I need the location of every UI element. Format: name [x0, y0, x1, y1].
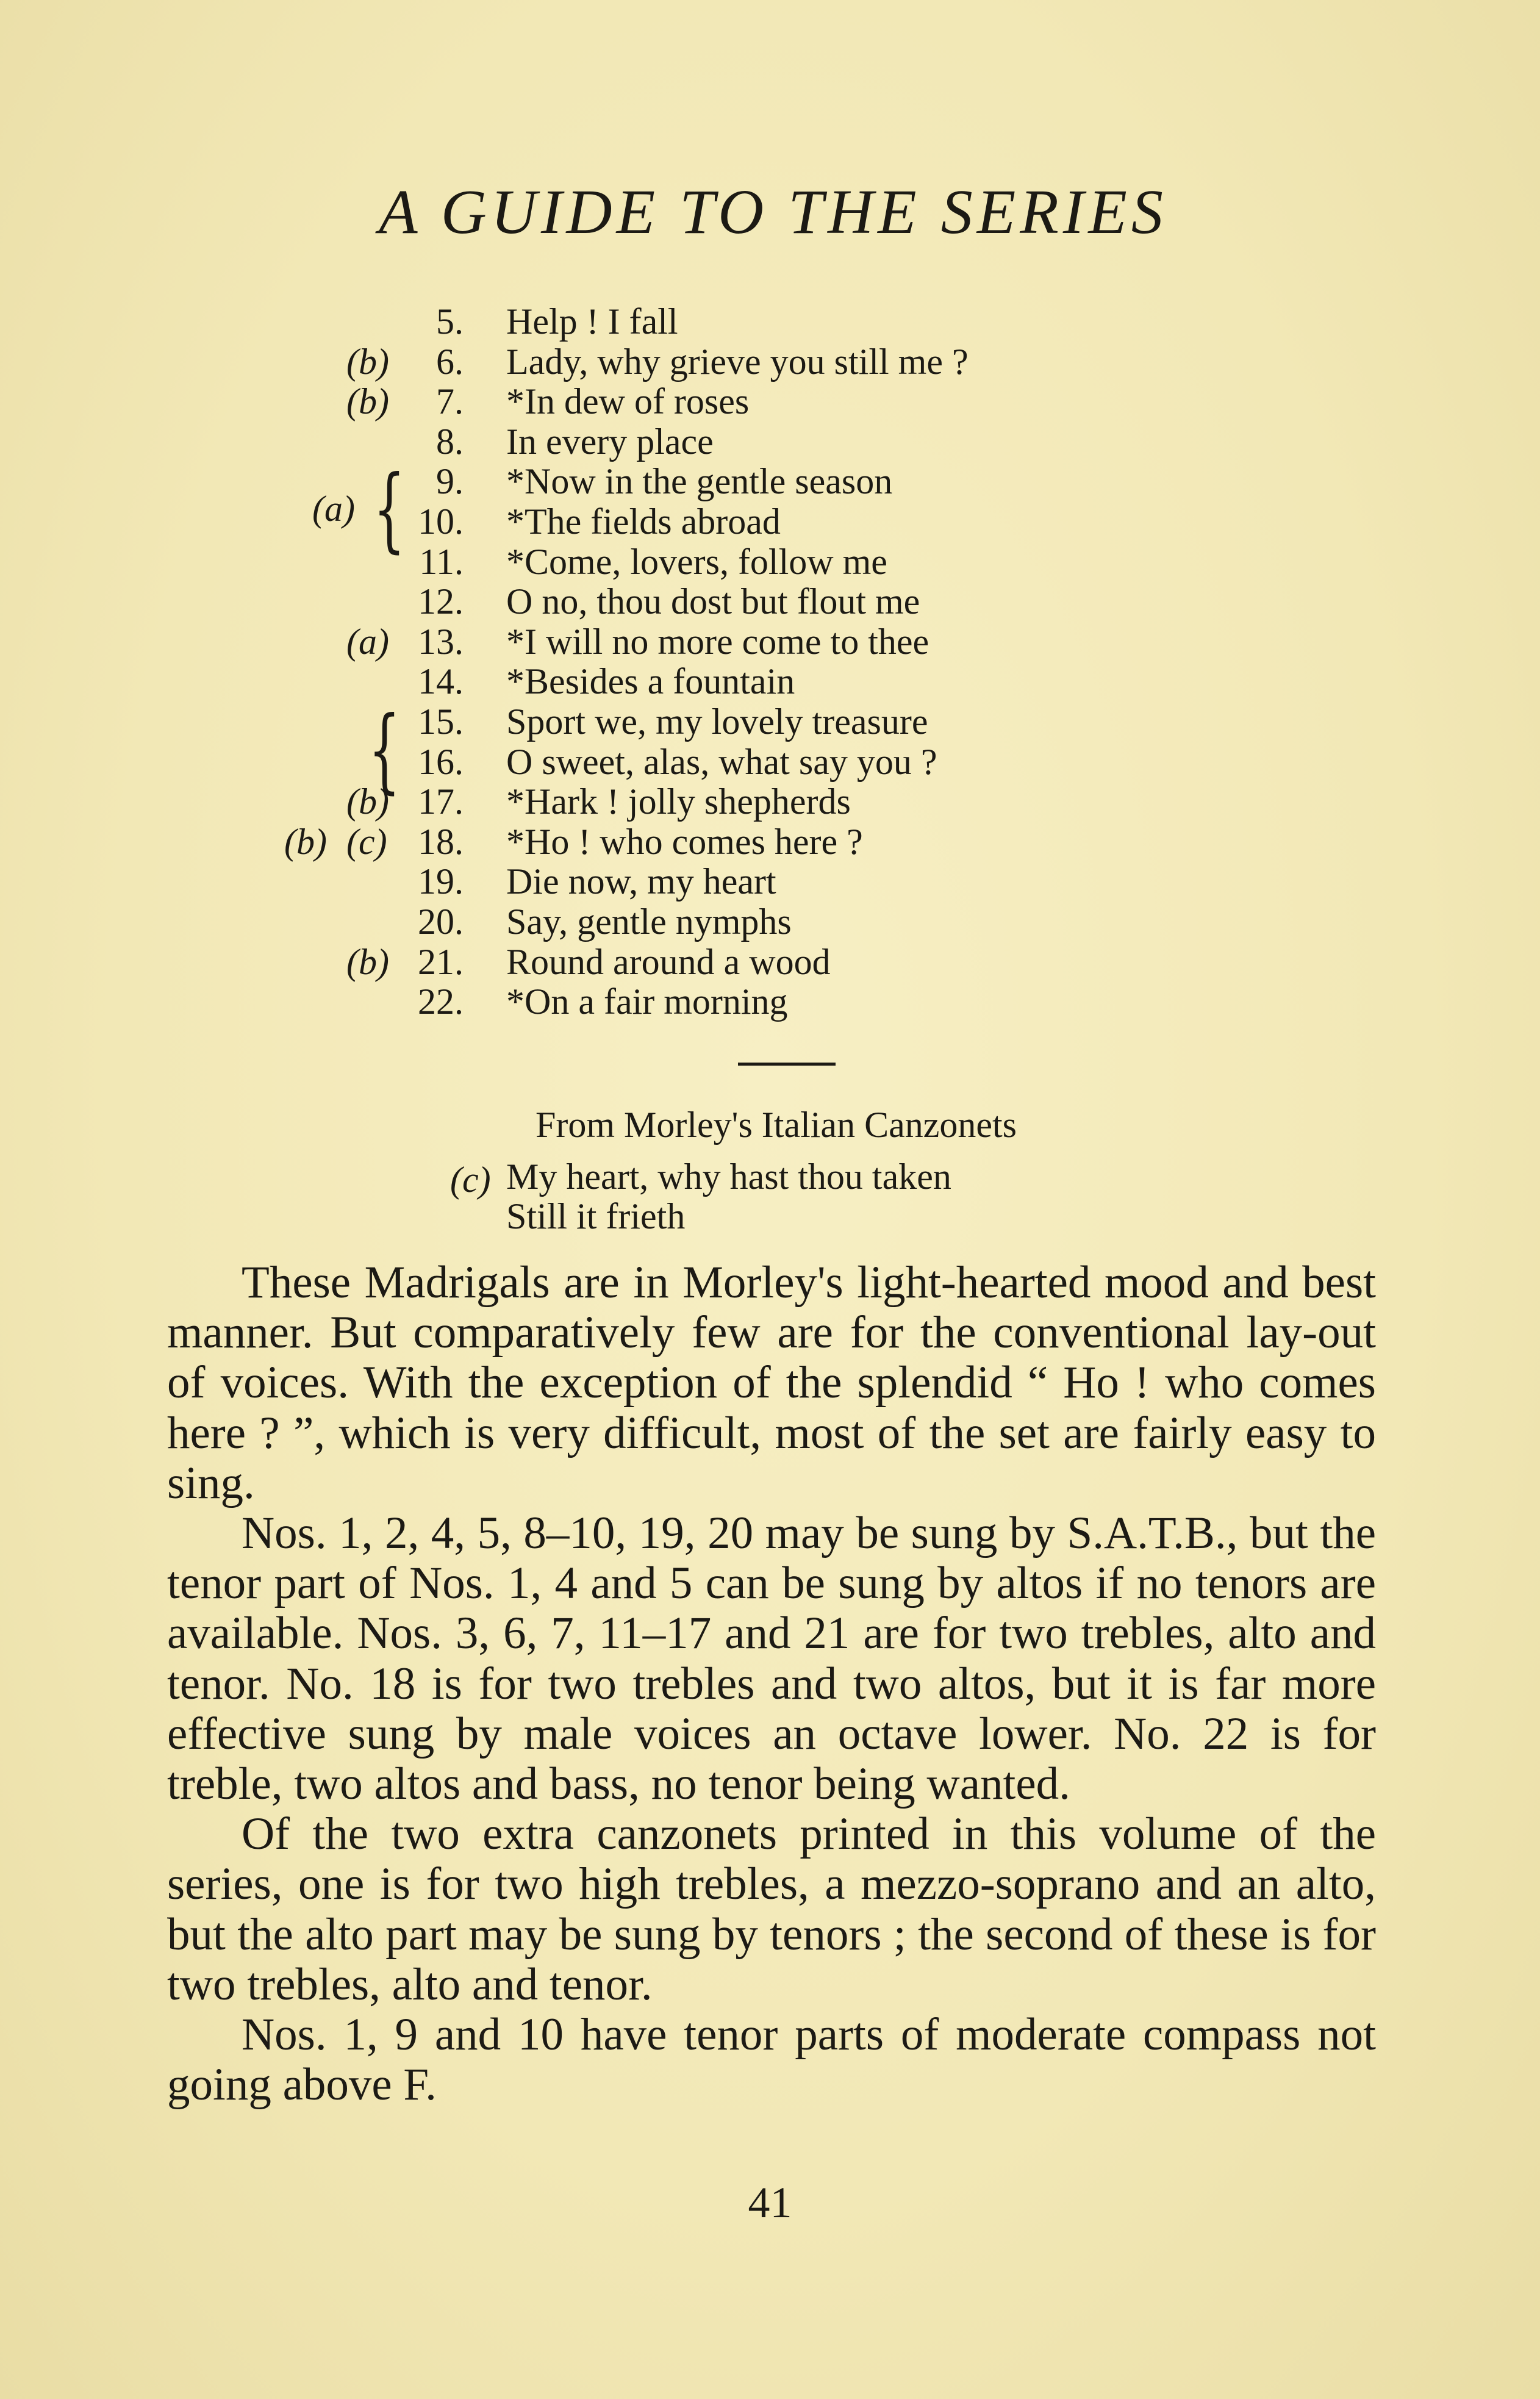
list-item-title: In every place — [506, 421, 714, 462]
list-item-number: 14. — [418, 661, 464, 702]
list-item-title: *In dew of roses — [506, 381, 750, 422]
list-item-number: 7. — [436, 381, 464, 422]
paragraph: These Madrigals are in Morley's light-hearted mood and best manner. But comparatively few are for the conventional lay-out of voices. With the exception of the splendid “ Ho ! who comes here ? ”, which is very difficult, most of the set are fairly easy to sing. — [167, 1257, 1376, 1508]
list-item — [0, 382, 1540, 422]
canzonet-title-1: My heart, why hast thou taken — [506, 1156, 951, 1197]
paragraph: Of the two extra canzonets printed in this volume of the series, one is for two high trebles, a mezzo-soprano and an alto, but the alto part may be sung by tenors ; the second of these is for two trebles, alto and tenor. — [167, 1809, 1376, 2010]
list-item-title: Die now, my heart — [506, 861, 776, 902]
list-item-tag: (c) — [346, 821, 387, 862]
canzonet-tag: (c) — [450, 1160, 491, 1200]
list-item-title: Lady, why grieve you still me ? — [506, 341, 969, 382]
list-item-number: 6. — [436, 341, 464, 382]
list-item-number: 22. — [418, 981, 464, 1022]
list-item — [0, 822, 1540, 862]
list-item-number: 19. — [418, 861, 464, 902]
list-item-number: 12. — [418, 581, 464, 622]
list-item-title: *Come, lovers, follow me — [506, 541, 887, 582]
list-item — [0, 462, 1540, 502]
list-item-title: *The fields abroad — [506, 501, 781, 542]
list-item-number: 21. — [418, 941, 464, 982]
list-item-number: 9. — [436, 461, 464, 502]
list-item-number: 10. — [418, 501, 464, 542]
list-item-number: 5. — [436, 301, 464, 342]
list-item-tag-outer: (b) — [284, 821, 327, 862]
brace-group-tag: (a) — [312, 489, 355, 529]
list-item-number: 20. — [418, 901, 464, 942]
list-item-title: Help ! I fall — [506, 301, 678, 342]
list-item-title: O sweet, alas, what say you ? — [506, 741, 937, 782]
list-item — [0, 582, 1540, 622]
list-item — [0, 622, 1540, 662]
list-item-title: O no, thou dost but flout me — [506, 581, 920, 622]
list-item-number: 17. — [418, 781, 464, 822]
list-item-tag: (b) — [346, 341, 389, 382]
paragraph: Nos. 1, 9 and 10 have tenor parts of moderate compass not going above F. — [167, 2009, 1376, 2110]
section-divider — [738, 1063, 836, 1066]
list-item — [0, 742, 1540, 783]
list-item-number: 15. — [418, 701, 464, 742]
list-item — [0, 542, 1540, 583]
canzonet-title-2: Still it frieth — [506, 1196, 686, 1236]
list-item-tag: (b) — [346, 381, 389, 422]
list-item-title: *Now in the gentle season — [506, 461, 893, 502]
paragraph: Nos. 1, 2, 4, 5, 8–10, 19, 20 may be sung by S.A.T.B., but the tenor part of Nos. 1, 4 and 5 can be sung by altos if no tenors are available. Nos. 3, 6, 7, 11–17 and 21 are for two trebles, alto and tenor. No. 18 is for two trebles and two altos, but it is far more effective sung by male voices an octave lower. No. 22 is for treble, two altos and bass, no tenor being wanted. — [167, 1508, 1376, 1810]
list-item — [0, 902, 1540, 942]
list-item — [0, 302, 1540, 342]
list-item-title: Round around a wood — [506, 941, 831, 982]
list-item-number: 8. — [436, 421, 464, 462]
canzonets-heading: From Morley's Italian Canzonets — [535, 1105, 1017, 1145]
list-item-number: 18. — [418, 821, 464, 862]
list-item-tag: (b) — [346, 781, 389, 822]
list-item — [0, 342, 1540, 382]
page-number: 41 — [748, 2178, 792, 2227]
list-item-title: Sport we, my lovely treasure — [506, 701, 928, 742]
madrigal-list — [0, 302, 1540, 1022]
brace-15-16-icon: { — [368, 697, 401, 803]
list-item-title: *Besides a fountain — [506, 661, 795, 702]
list-item — [0, 502, 1540, 542]
list-item-title: Say, gentle nymphs — [506, 901, 792, 942]
list-item-number: 11. — [419, 541, 464, 582]
commentary — [167, 1258, 1376, 2110]
list-item-tag: (b) — [346, 941, 389, 982]
list-item-title: *On a fair morning — [506, 981, 788, 1022]
list-item-title: *I will no more come to thee — [506, 621, 929, 662]
list-item — [0, 662, 1540, 702]
list-item — [0, 982, 1540, 1022]
list-item — [0, 862, 1540, 902]
list-item-number: 13. — [418, 621, 464, 662]
list-item-tag: (a) — [346, 621, 389, 662]
list-item-title: *Hark ! jolly shepherds — [506, 781, 851, 822]
list-item — [0, 702, 1540, 742]
list-item-title: *Ho ! who comes here ? — [506, 821, 863, 862]
brace-9-10-icon: { — [373, 456, 406, 562]
list-item — [0, 422, 1540, 462]
list-item-number: 16. — [418, 741, 464, 782]
running-header: A GUIDE TO THE SERIES — [379, 177, 1167, 247]
list-item — [0, 942, 1540, 983]
list-item — [0, 782, 1540, 822]
